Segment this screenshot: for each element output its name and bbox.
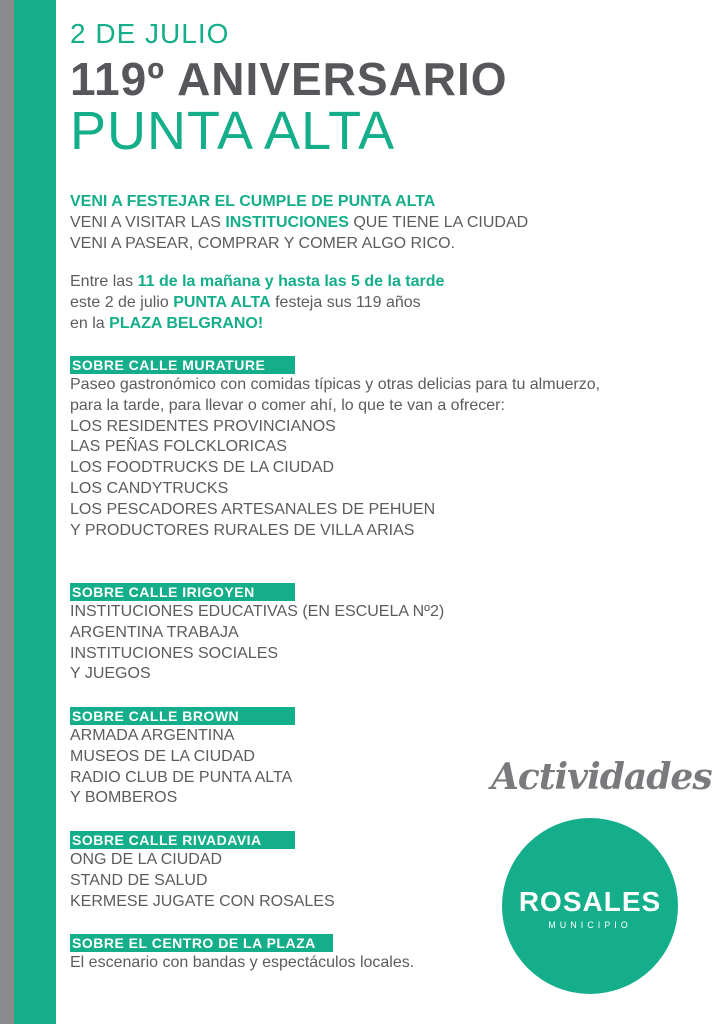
section-brown bbox=[70, 707, 295, 809]
section-items bbox=[70, 375, 600, 541]
schedule-block bbox=[70, 271, 444, 334]
section-items bbox=[70, 850, 335, 912]
section-rivadavia bbox=[70, 831, 335, 912]
list-item: LOS CANDYTRUCKS bbox=[70, 479, 229, 497]
list-item: para la tarde, para llevar o comer ahí, lo que te van a ofrecer: bbox=[70, 396, 505, 414]
section-irigoyen bbox=[70, 583, 444, 685]
schedule-line-1 bbox=[70, 271, 444, 292]
schedule-line-2 bbox=[70, 292, 444, 313]
schedule-line-2-post: festeja sus 119 años bbox=[270, 294, 421, 311]
schedule-line-2-pre: este 2 de julio bbox=[70, 294, 174, 311]
schedule-line-3-pre: en la bbox=[70, 315, 110, 332]
logo-main-text: ROSALES bbox=[518, 886, 662, 917]
list-item: STAND DE SALUD bbox=[70, 871, 208, 889]
section-title: SOBRE CALLE RIVADAVIA bbox=[70, 831, 295, 849]
rosales-logo bbox=[502, 818, 678, 994]
logo-sub-text: MUNICIPIO bbox=[548, 920, 632, 930]
intro-line-2-bold: INSTITUCIONES bbox=[225, 214, 349, 231]
schedule-line-3-bold: PLAZA BELGRANO! bbox=[109, 315, 264, 332]
side-bar-green bbox=[14, 0, 56, 1024]
list-item: RADIO CLUB DE PUNTA ALTA bbox=[70, 768, 293, 786]
list-item: Y PRODUCTORES RURALES DE VILLA ARIAS bbox=[70, 521, 415, 539]
section-title: SOBRE CALLE BROWN bbox=[70, 707, 295, 725]
list-item: Y JUEGOS bbox=[70, 665, 151, 683]
list-item: LOS RESIDENTES PROVINCIANOS bbox=[70, 417, 336, 435]
list-item: INSTITUCIONES EDUCATIVAS (EN ESCUELA Nº2) bbox=[70, 603, 445, 620]
section-items bbox=[70, 726, 295, 809]
section-centro-plaza bbox=[70, 934, 414, 974]
schedule-line-1-bold: 11 de la mañana y hasta las 5 de la tarde bbox=[137, 273, 445, 290]
list-item: LOS PESCADORES ARTESANALES DE PEHUEN bbox=[70, 500, 436, 518]
list-item: LAS PEÑAS FOLCKLORICAS bbox=[70, 438, 287, 456]
city-title: PUNTA ALTA bbox=[70, 101, 396, 161]
section-items bbox=[70, 953, 414, 974]
intro-block bbox=[70, 191, 528, 254]
intro-line-2 bbox=[70, 212, 528, 233]
list-item: KERMESE JUGATE CON ROSALES bbox=[70, 892, 335, 910]
intro-line-3: VENI A PASEAR, COMPRAR Y COMER ALGO RICO. bbox=[70, 235, 455, 252]
intro-line-1: VENI A FESTEJAR EL CUMPLE DE PUNTA ALTA bbox=[70, 193, 436, 210]
list-item: Y BOMBEROS bbox=[70, 789, 178, 807]
list-item: Paseo gastronómico con comidas típicas y otras delicias para tu almuerzo, bbox=[70, 376, 601, 393]
schedule-line-1-pre: Entre las bbox=[70, 273, 138, 290]
list-item: ARMADA ARGENTINA bbox=[70, 727, 235, 744]
section-murature bbox=[70, 356, 600, 541]
event-date: 2 DE JULIO bbox=[70, 18, 230, 49]
schedule-line-3 bbox=[70, 313, 444, 334]
list-item: El escenario con bandas y espectáculos locales. bbox=[70, 954, 415, 971]
section-title: SOBRE CALLE IRIGOYEN bbox=[70, 583, 295, 601]
list-item: ARGENTINA TRABAJA bbox=[70, 623, 239, 641]
anniversary-title: 119º ANIVERSARIO bbox=[70, 53, 508, 105]
schedule-line-2-bold: PUNTA ALTA bbox=[173, 294, 271, 311]
intro-line-2-pre: VENI A VISITAR LAS bbox=[70, 214, 226, 231]
section-title: SOBRE EL CENTRO DE LA PLAZA bbox=[70, 934, 333, 952]
list-item: MUSEOS DE LA CIUDAD bbox=[70, 747, 255, 765]
activities-wordmark: Actividades bbox=[491, 756, 712, 798]
list-item: ONG DE LA CIUDAD bbox=[70, 851, 223, 868]
section-items bbox=[70, 602, 444, 685]
list-item: LOS FOODTRUCKS DE LA CIUDAD bbox=[70, 459, 335, 477]
section-title: SOBRE CALLE MURATURE bbox=[70, 356, 295, 374]
list-item: INSTITUCIONES SOCIALES bbox=[70, 644, 279, 662]
intro-line-2-post: QUE TIENE LA CIUDAD bbox=[348, 214, 529, 231]
side-bar-gray bbox=[0, 0, 14, 1024]
